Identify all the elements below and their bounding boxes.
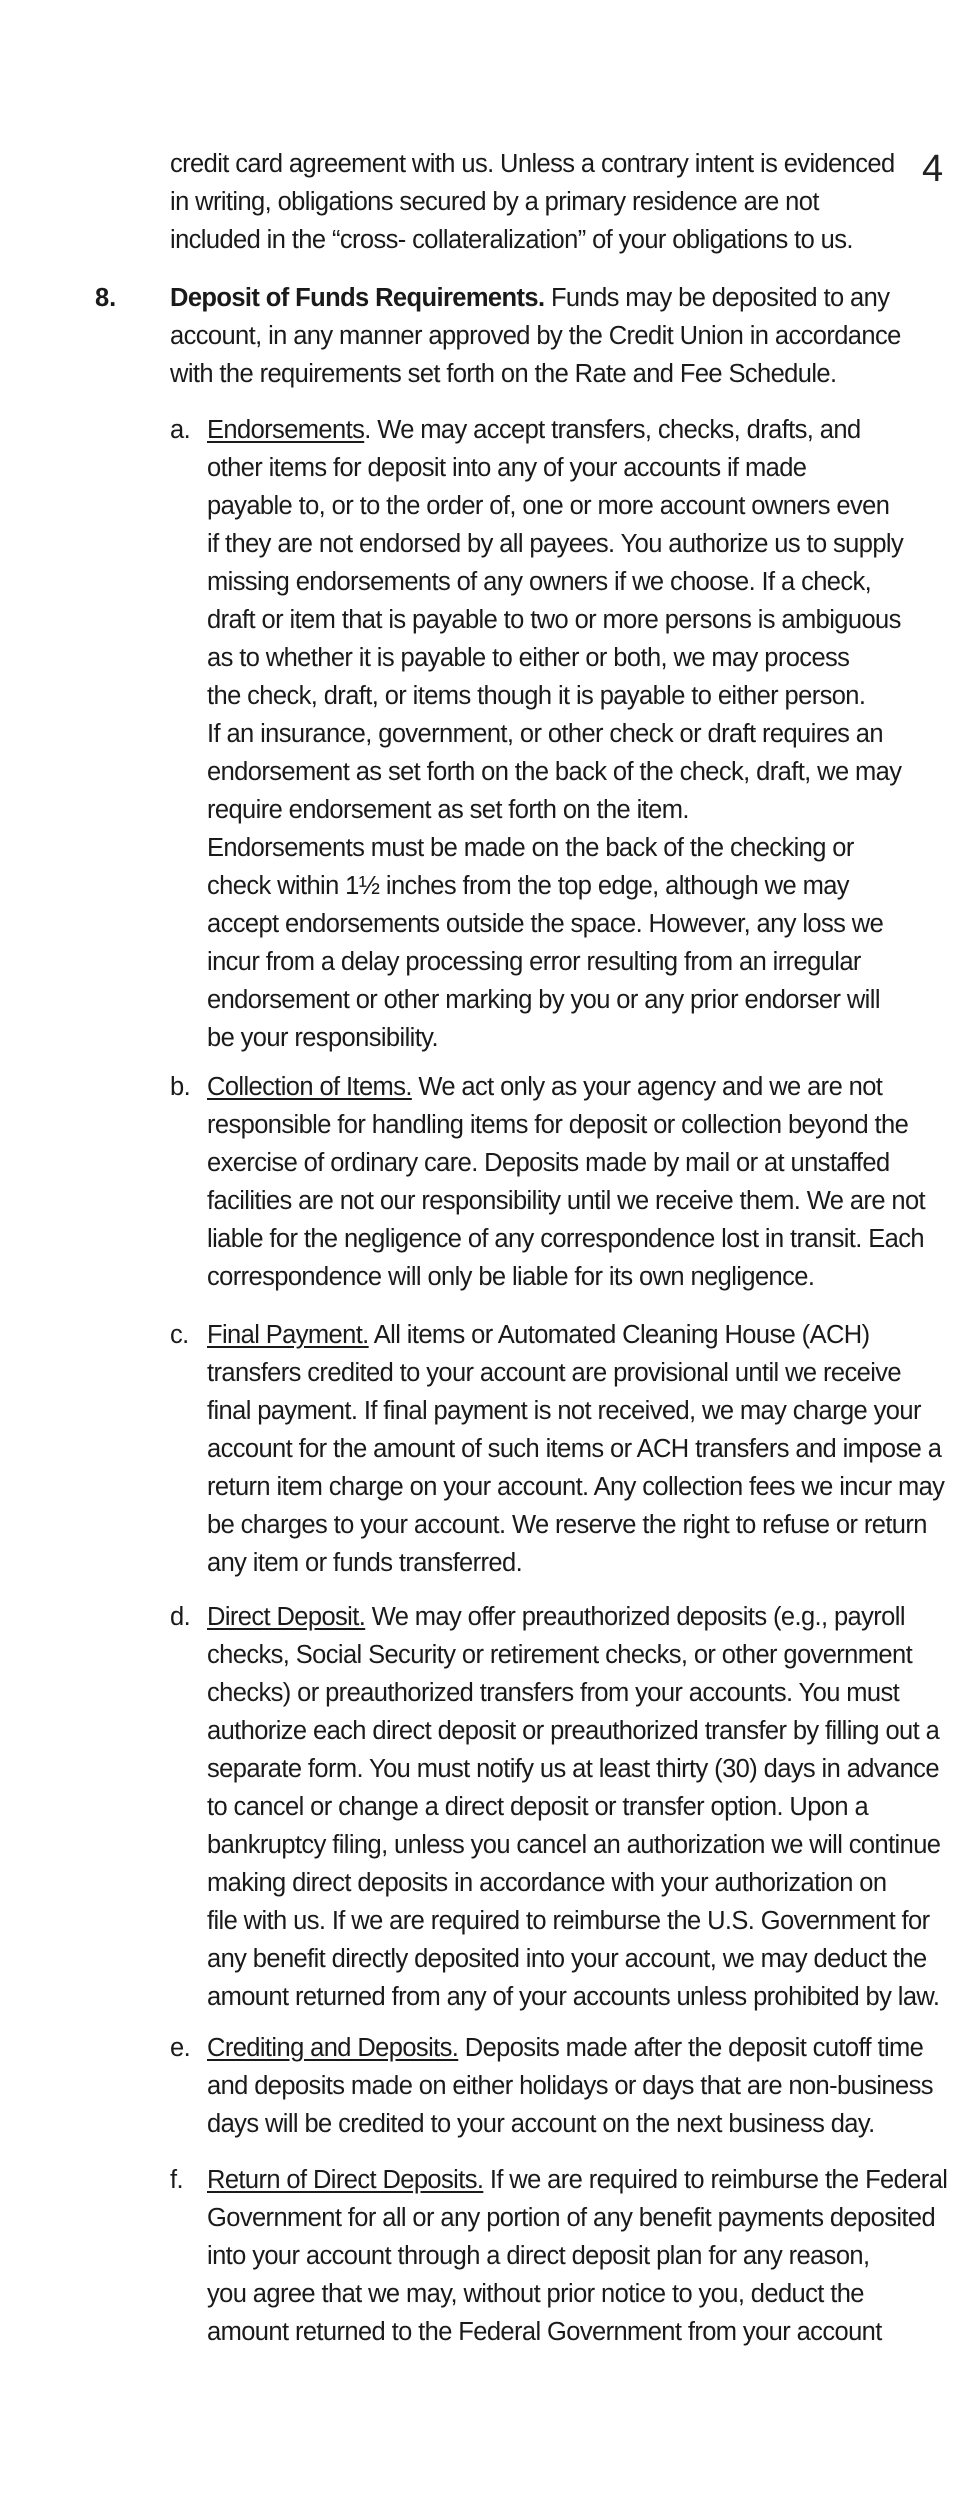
list-item-letter: c. xyxy=(170,1321,189,1349)
list-item-body: Crediting and Deposits. Deposits made after the deposit cutoff time and deposits made on either holidays or days that are non-business days will be credited to your account on the next business day. xyxy=(207,2034,933,2138)
list-item-letter: d. xyxy=(170,1603,191,1631)
section-intro-line: with the requirements set forth on the Rate and Fee Schedule. xyxy=(170,360,837,388)
list-item-letter: a. xyxy=(170,416,191,444)
continuation-paragraph xyxy=(170,145,895,259)
continuation-line: included in the “cross- collateralization” of your obligations to us. xyxy=(170,226,853,254)
continuation-line: in writing, obligations secured by a primary residence are not xyxy=(170,188,819,216)
list-item-heading: Collection of Items. xyxy=(207,1073,412,1101)
list-item-letter: b. xyxy=(170,1073,191,1101)
list-item-heading: Endorsements xyxy=(207,416,365,444)
section-intro-line: Deposit of Funds Requirements. Funds may be deposited to any xyxy=(170,284,890,312)
list-item-body: Collection of Items. We act only as your agency and we are not responsible for handling items for deposit or collection beyond the exercise of ordinary care. Deposits made by mail or at unstaffed facilities are not our responsibility until we receive them. We are not liable for the negligence of any correspondence lost in transit. Each correspondence will only be liable for its own negligence. xyxy=(207,1073,926,1291)
continuation-line: credit card agreement with us. Unless a contrary intent is evidenced xyxy=(170,150,895,178)
list-item-body: Return of Direct Deposits. If we are required to reimburse the Federal Government for all or any portion of any benefit payments deposited into your account through a direct deposit plan for any reason, you agree that we may, without prior notice to you, deduct the amount returned to the Federal Government from your account xyxy=(207,2166,948,2346)
list-item-heading: Crediting and Deposits. xyxy=(207,2034,459,2062)
page-number: 4 xyxy=(922,148,944,190)
list-item-letter: f. xyxy=(170,2166,183,2194)
section-intro xyxy=(170,279,901,393)
list-item-body: Final Payment. All items or Automated Cleaning House (ACH) transfers credited to your account are provisional until we receive final payment. If final payment is not received, we may charge your account for the amount of such items or ACH transfers and impose a return item charge on your account. Any collection fees we incur may be charges to your account. We reserve the right to refuse or return any item or funds transferred. xyxy=(207,1321,945,1577)
list-item-body: Endorsements. We may accept transfers, checks, drafts, and other items for deposit into any of your accounts if made payable to, or to the order of, one or more account owners even if they are not endorsed by all payees. You authorize us to supply missing endorsements of any owners if we choose. If a check, draft or item that is payable to two or more persons is ambiguous as to whether it is payable to either or both, we may process the check, draft, or items though it is payable to either person. If an insurance, government, or other check or draft requires an endorsement as set forth on the back of the check, draft, we may require endorsement as set forth on the item. Endorsements must be made on the back of the checking or check within 1½ inches from the top edge, although we may accept endorsements outside the space. However, any loss we incur from a delay processing error resulting from an irregular endorsement or other marking by you or any prior endorser will be your responsibility. xyxy=(207,416,904,1052)
list-item-heading: Direct Deposit. xyxy=(207,1603,366,1631)
section-number: 8. xyxy=(95,284,117,312)
section-intro-line: account, in any manner approved by the Credit Union in accordance xyxy=(170,322,901,350)
list-item-letter: e. xyxy=(170,2034,191,2062)
section-title: Deposit of Funds Requirements. xyxy=(170,284,545,312)
list-item-heading: Final Payment. xyxy=(207,1321,369,1349)
list-item-body: Direct Deposit. We may offer preauthorized deposits (e.g., payroll checks, Social Security or retirement checks, or other government checks) or preauthorized transfers from your accounts. You must authorize each direct deposit or preauthorized transfer by filling out a separate form. You must notify us at least thirty (30) days in advance to cancel or change a direct deposit or transfer option. Upon a bankruptcy filing, unless you cancel an authorization we will continue making direct deposits in accordance with your authorization on file with us. If we are required to reimburse the U.S. Government for any benefit directly deposited into your account, we may deduct the amount returned from any of your accounts unless prohibited by law. xyxy=(207,1603,941,2011)
list-item-heading: Return of Direct Deposits. xyxy=(207,2166,484,2194)
